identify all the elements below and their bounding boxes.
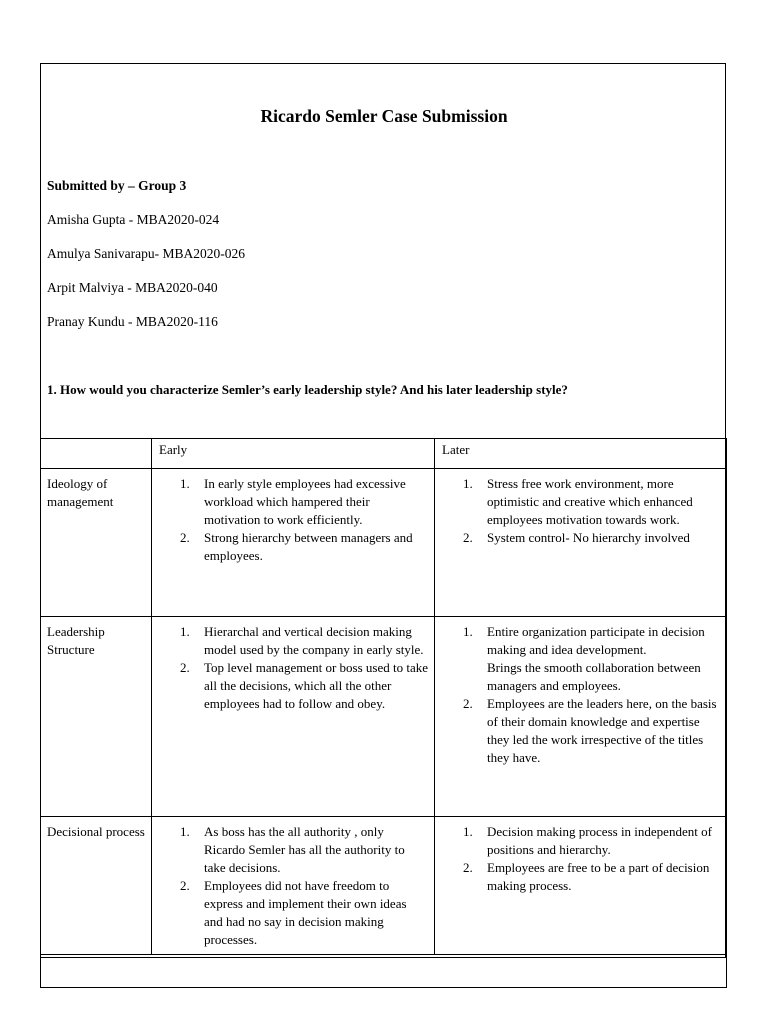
member-name: Amisha Gupta - MBA2020-024 <box>47 212 220 227</box>
empty-cell <box>41 955 727 988</box>
list-item: Employees are the leaders here, on the basis of their domain knowledge and expertise they led the work irrespective of the titles they have. <box>487 696 717 765</box>
later-cell <box>435 817 727 955</box>
table-row <box>41 817 727 955</box>
early-cell <box>152 469 435 617</box>
member-name: Amulya Sanivarapu- MBA2020-026 <box>47 246 245 261</box>
table-row-empty <box>41 955 727 988</box>
document-title: Ricardo Semler Case Submission <box>260 106 508 126</box>
list-item: Top level management or boss used to take all the decisions, which all the other employees had to follow and obey. <box>204 660 429 711</box>
table-row <box>41 617 727 817</box>
list-item: As boss has the all authority , only Ricardo Semler has all the authority to take decisions. <box>204 824 405 875</box>
row-label: Ideology of management <box>41 469 152 617</box>
row-label: Decisional process <box>41 817 152 955</box>
early-cell <box>152 617 435 817</box>
header-cell-later: Later <box>435 439 727 469</box>
list-item: In early style employees had excessive workload which hampered their motivation to work efficiently. <box>204 476 406 527</box>
member-name: Arpit Malviya - MBA2020-040 <box>47 280 218 295</box>
header-cell-early: Early <box>152 439 435 469</box>
later-cell <box>435 469 727 617</box>
table-header-row <box>41 439 727 469</box>
list-item: Stress free work environment, more optimistic and creative which enhanced employees motivation towards work. <box>487 476 693 527</box>
table-row <box>41 469 727 617</box>
row-label: Leadership Structure <box>41 617 152 817</box>
list-item: Strong hierarchy between managers and employees. <box>204 530 413 563</box>
list-item: Employees are free to be a part of decision making process. <box>487 860 710 893</box>
list-item <box>487 623 726 695</box>
list-item: Decision making process in independent of positions and hierarchy. <box>487 824 712 857</box>
question-1: 1. How would you characterize Semler’s early leadership style? And his later leadership style? <box>47 382 568 397</box>
submitted-by: Submitted by – Group 3 <box>47 178 187 193</box>
later-cell <box>435 617 727 817</box>
list-item: System control- No hierarchy involved <box>487 530 690 545</box>
leadership-table <box>40 438 727 988</box>
list-item-text: Entire organization participate in decision making and idea development. <box>487 624 705 657</box>
list-item-continuation: Brings the smooth collaboration between managers and employees. <box>487 660 701 693</box>
list-item: Hierarchal and vertical decision making model used by the company in early style. <box>204 624 424 657</box>
list-item: Employees did not have freedom to express and implement their own ideas and had no say in decision making processes. <box>204 878 407 947</box>
early-cell <box>152 817 435 955</box>
header-cell-empty <box>41 439 152 469</box>
member-name: Pranay Kundu - MBA2020-116 <box>47 314 218 329</box>
